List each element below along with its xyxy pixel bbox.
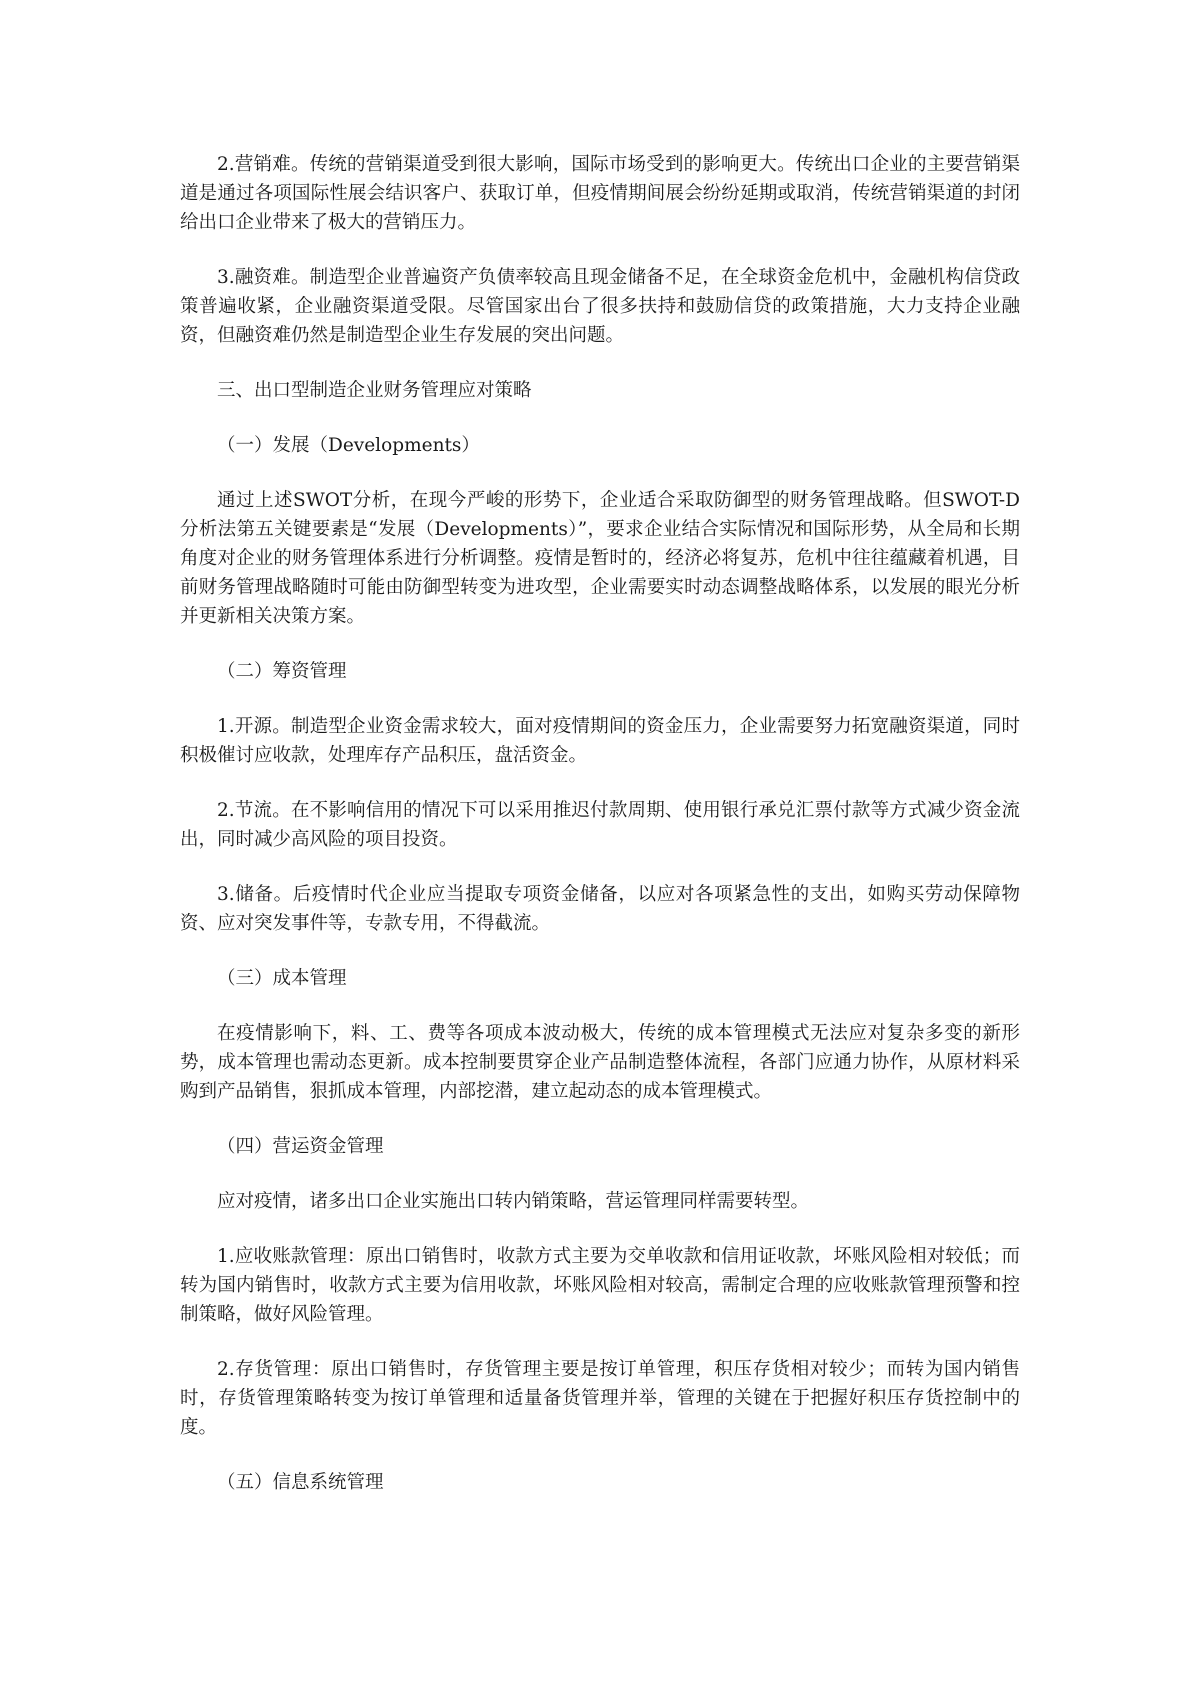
paragraph-open-source: 1.开源。制造型企业资金需求较大，面对疫情期间的资金压力，企业需要努力拓宽融资渠道，同时积极催讨应收款，处理库存产品积压，盘活资金。 [180,716,1020,766]
subsection-heading-information-systems: （五）信息系统管理 [217,1472,384,1493]
subsection-heading-financing-management: （二）筹资管理 [217,661,347,682]
paragraph-inventory: 2.存货管理：原出口销售时，存货管理主要是按订单管理，积压存货相对较少；而转为国内销售时，存货管理策略转变为按订单管理和适量备货管理并举，管理的关键在于把握好积压存货控制中的度。 [180,1359,1020,1438]
paragraph-working-capital-intro: 应对疫情，诸多出口企业实施出口转内销策略，营运管理同样需要转型。 [217,1191,810,1212]
paragraph-swot-analysis: 通过上述SWOT分析，在现今严峻的形势下，企业适合采取防御型的财务管理战略。但SWOT-D 分析法第五关键要素是“发展（Developments）”，要求企业结合实际情况和国际形势，从全局和长期角度对企业的财务管理体系进行分析调整。疫情是暂时的，经济必将复苏，危机中往往蕴藏着机遇，目前财务管理战略随时可能由防御型转变为进攻型，企业需要实时动态调整战略体系，以发展的眼光分析并更新相关决策方案。 [180,490,1020,627]
paragraph-cost-management: 在疫情影响下，料、工、费等各项成本波动极大，传统的成本管理模式无法应对复杂多变的新形势，成本管理也需动态更新。成本控制要贯穿企业产品制造整体流程，各部门应通力协作，从原材料采购到产品销售，狠抓成本管理，内部挖潜，建立起动态的成本管理模式。 [180,1023,1020,1102]
document-body [180,150,1020,1523]
paragraph-reserve: 3.储备。后疫情时代企业应当提取专项资金储备，以应对各项紧急性的支出，如购买劳动保障物资、应对突发事件等，专款专用，不得截流。 [180,884,1020,934]
subsection-heading-working-capital: （四）营运资金管理 [217,1136,384,1157]
section-heading-strategies: 三、出口型制造企业财务管理应对策略 [217,380,532,401]
paragraph-reduce-outflow: 2.节流。在不影响信用的情况下可以采用推迟付款周期、使用银行承兑汇票付款等方式减少资金流出，同时减少高风险的项目投资。 [180,800,1020,850]
paragraph-marketing-difficulty: 2.营销难。传统的营销渠道受到很大影响，国际市场受到的影响更大。传统出口企业的主要营销渠道是通过各项国际性展会结识客户、获取订单，但疫情期间展会纷纷延期或取消，传统营销渠道的封闭给出口企业带来了极大的营销压力。 [180,154,1020,233]
subsection-heading-cost-management: （三）成本管理 [217,968,347,989]
paragraph-financing-difficulty: 3.融资难。制造型企业普遍资产负债率较高且现金储备不足，在全球资金危机中，金融机构信贷政策普遍收紧，企业融资渠道受限。尽管国家出台了很多扶持和鼓励信贷的政策措施，大力支持企业融资，但融资难仍然是制造型企业生存发展的突出问题。 [180,267,1020,346]
paragraph-receivables: 1.应收账款管理：原出口销售时，收款方式主要为交单收款和信用证收款，坏账风险相对较低；而转为国内销售时，收款方式主要为信用收款，坏账风险相对较高，需制定合理的应收账款管理预警和控制策略，做好风险管理。 [180,1246,1020,1325]
subsection-heading-developments: （一）发展（Developments） [217,435,480,456]
